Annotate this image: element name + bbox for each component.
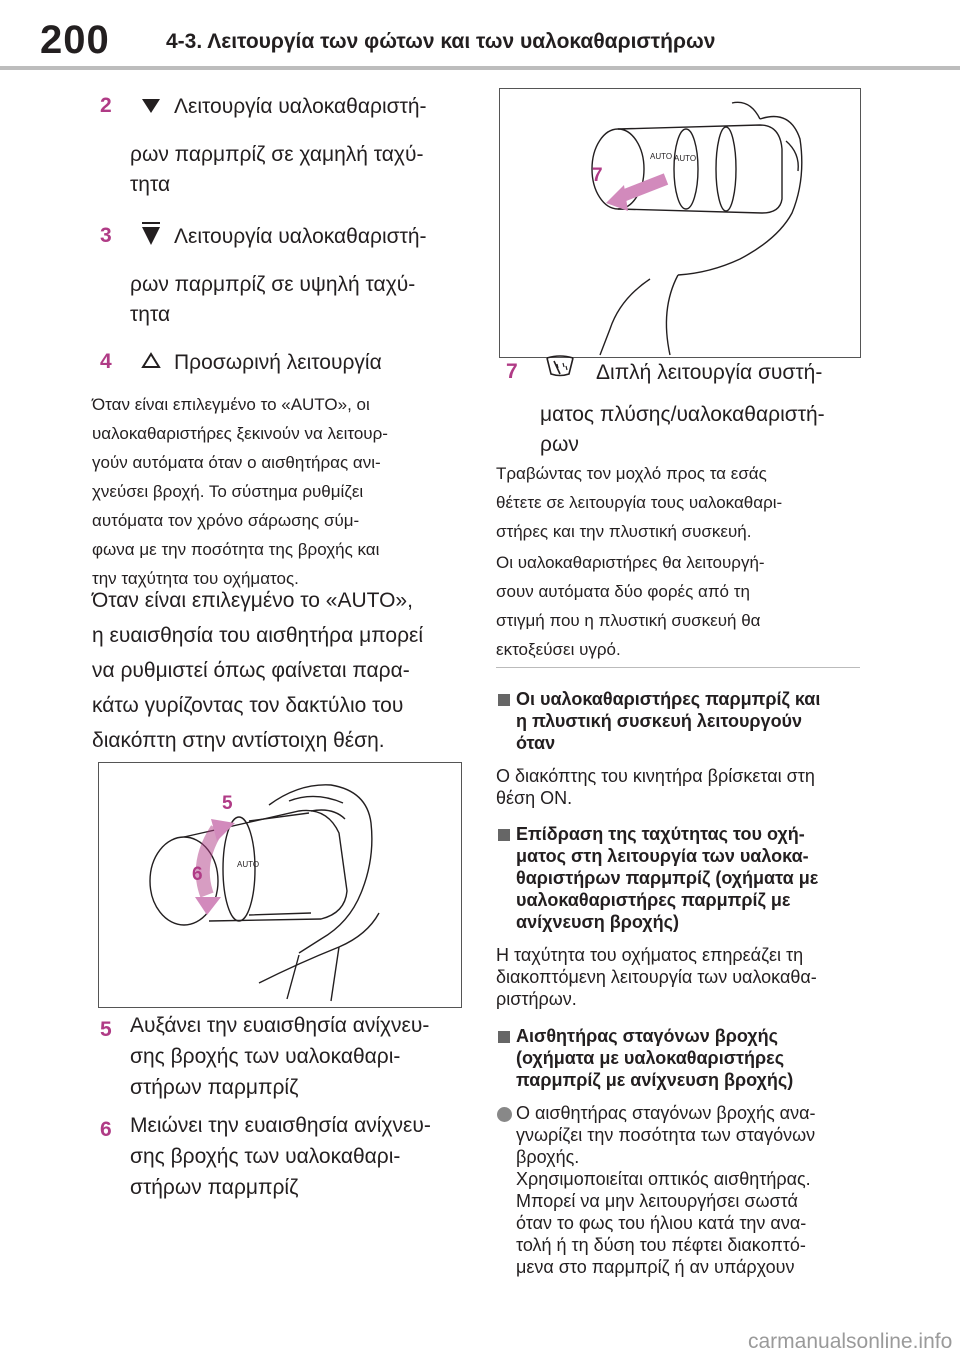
auto-note-line: την ταχύτητα του οχήματος. bbox=[92, 569, 299, 588]
auto-twice-line: εκτοξεύσει υγρό. bbox=[496, 640, 621, 659]
pull-line: στήρες και την πλυστική συσκευή. bbox=[496, 522, 752, 541]
section-2-title-line: ματος στη λειτουργία των υαλοκα- bbox=[516, 846, 809, 866]
wiper-low-speed-icon bbox=[140, 96, 162, 116]
item-6-number: 6 bbox=[100, 1118, 112, 1141]
pull-paragraph bbox=[496, 459, 782, 546]
auto-note-line: αυτόματα τον χρόνο σάρωσης σύμ- bbox=[92, 511, 360, 530]
chapter-title: 4-3. Λειτουργία των φώτων και των υαλοκαθαριστήρων bbox=[166, 30, 716, 53]
section-1-title-line: η πλυστική συσκευή λειτουργούν bbox=[516, 711, 803, 731]
section-3-title-line: Αισθητήρας σταγόνων βροχής bbox=[516, 1026, 778, 1046]
section-3-title bbox=[516, 1025, 793, 1091]
section-bullet-square bbox=[498, 694, 510, 706]
item-6-line: στήρων παρμπρίζ bbox=[130, 1176, 299, 1199]
wiper-mist-icon bbox=[140, 350, 162, 370]
section-2-title bbox=[516, 823, 818, 933]
item-4-number: 4 bbox=[100, 350, 112, 373]
section-1-title-line: Οι υαλοκαθαριστήρες παρμπρίζ και bbox=[516, 689, 821, 709]
washer-pull-figure bbox=[499, 88, 861, 358]
section-2-title-line: ανίχνευση βροχής) bbox=[516, 912, 679, 932]
auto-note-paragraph bbox=[92, 390, 388, 593]
section-1-title-line: όταν bbox=[516, 733, 556, 753]
section-2-title-line: θαριστήρων παρμπρίζ (οχήματα με bbox=[516, 868, 819, 888]
auto-note-line: χνεύσει βροχή. Το σύστημα ρυθμίζει bbox=[92, 482, 364, 501]
hand-on-switch-illustration bbox=[99, 763, 461, 1007]
section-3-body-line: όταν το φως του ήλιου κατά την ανα- bbox=[516, 1213, 807, 1233]
section-1-body-line: Ο διακόπτης του κινητήρα βρίσκεται στη bbox=[496, 766, 815, 786]
section-3-body-line: τολή ή τη δύση του πέφτει διακοπτό- bbox=[516, 1235, 806, 1255]
sensitivity-line: να ρυθμιστεί όπως φαίνεται παρα- bbox=[92, 659, 410, 682]
hand-pulling-lever-illustration bbox=[500, 89, 860, 357]
page-number: 200 bbox=[40, 18, 110, 62]
item-2-line-3: τητα bbox=[130, 173, 171, 196]
item-2-line-1: Λειτουργία υαλοκαθαριστή- bbox=[174, 95, 427, 118]
header-rule bbox=[0, 66, 960, 70]
item-2-line-2: ρων παρμπρίζ σε χαμηλή ταχύ- bbox=[130, 143, 424, 166]
section-2-body bbox=[496, 944, 817, 1010]
figure-label-5: 5 bbox=[222, 793, 233, 814]
section-1-title bbox=[516, 688, 820, 754]
figure-label-6: 6 bbox=[192, 864, 203, 885]
round-bullet bbox=[497, 1107, 512, 1122]
auto-twice-line: Οι υαλοκαθαριστήρες θα λειτουργή- bbox=[496, 553, 765, 572]
pull-line: θέτετε σε λειτουργία τους υαλοκαθαρι- bbox=[496, 493, 783, 512]
section-3-body-line: βροχής. bbox=[516, 1147, 580, 1167]
section-2-title-line: υαλοκαθαριστήρες παρμπρίζ με bbox=[516, 890, 791, 910]
sensitivity-line: κάτω γυρίζοντας τον δακτύλιο του bbox=[92, 694, 404, 717]
section-3-body-line: Χρησιμοποιείται οπτικός αισθητήρας. bbox=[516, 1169, 811, 1189]
section-divider bbox=[496, 667, 860, 668]
auto-mark: AUTO bbox=[237, 860, 260, 869]
section-3-body-line: γνωρίζει την ποσότητα των σταγόνων bbox=[516, 1125, 816, 1145]
item-6-text bbox=[130, 1110, 431, 1203]
auto-mark: AUTO bbox=[650, 152, 673, 161]
auto-twice-line: στιγμή που η πλυστική συσκευή θα bbox=[496, 611, 761, 630]
item-3-line-3: τητα bbox=[130, 303, 171, 326]
section-1-body bbox=[496, 765, 815, 809]
auto-note-line: φωνα με την ποσότητα της βροχής και bbox=[92, 540, 380, 559]
section-2-body-line: διακοπτόμενη λειτουργία των υαλοκαθα- bbox=[496, 967, 817, 987]
section-bullet-square bbox=[498, 829, 510, 841]
auto-note-line: γούν αυτόματα όταν ο αισθητήρας ανι- bbox=[92, 453, 381, 472]
sensitivity-line: διακόπτη στην αντίστοιχη θέση. bbox=[92, 729, 385, 752]
item-5-text bbox=[130, 1010, 429, 1103]
sensitivity-line: Όταν είναι επιλεγμένο το «AUTO», bbox=[92, 589, 413, 612]
item-7-line-1: Διπλή λειτουργία συστή- bbox=[596, 361, 823, 384]
sensitivity-paragraph bbox=[92, 583, 423, 758]
section-3-title-line: παρμπρίζ με ανίχνευση βροχής) bbox=[516, 1070, 794, 1090]
section-3-body-line: μενα στο παρμπρίζ ή αν υπάρχουν bbox=[516, 1257, 795, 1277]
section-2-title-line: Επίδραση της ταχύτητας του οχή- bbox=[516, 824, 805, 844]
item-4-text: Προσωρινή λειτουργία bbox=[174, 351, 382, 374]
auto-mark: AUTO bbox=[674, 154, 697, 163]
auto-note-line: υαλοκαθαριστήρες ξεκινούν να λειτουρ- bbox=[92, 424, 388, 443]
section-bullet-square bbox=[498, 1031, 510, 1043]
item-7-line-2: ματος πλύσης/υαλοκαθαριστή- bbox=[540, 403, 825, 426]
item-5-line: στήρων παρμπρίζ bbox=[130, 1076, 299, 1099]
watermark: carmanualsonline.info bbox=[748, 1330, 953, 1353]
section-3-body bbox=[516, 1102, 815, 1278]
section-2-body-line: ριστήρων. bbox=[496, 989, 577, 1009]
item-6-line: Μειώνει την ευαισθησία ανίχνευ- bbox=[130, 1114, 431, 1137]
item-5-line: σης βροχής των υαλοκαθαρι- bbox=[130, 1045, 401, 1068]
section-3-title-line: (οχήματα με υαλοκαθαριστήρες bbox=[516, 1048, 785, 1068]
section-1-body-line: θέση ON. bbox=[496, 788, 573, 808]
item-7-number: 7 bbox=[506, 360, 518, 383]
section-2-body-line: Η ταχύτητα του οχήματος επηρεάζει τη bbox=[496, 945, 804, 965]
pull-line: Τραβώντας τον μοχλό προς τα εσάς bbox=[496, 464, 767, 483]
washer-wiper-icon bbox=[544, 352, 576, 382]
item-3-line-2: ρων παρμπρίζ σε υψηλή ταχύ- bbox=[130, 273, 416, 296]
item-5-number: 5 bbox=[100, 1018, 112, 1041]
wiper-high-speed-icon bbox=[140, 220, 162, 248]
sensitivity-ring-figure bbox=[98, 762, 462, 1008]
item-5-line: Αυξάνει την ευαισθησία ανίχνευ- bbox=[130, 1014, 430, 1037]
item-7-line-3: ρων bbox=[540, 433, 579, 456]
item-2-number: 2 bbox=[100, 94, 112, 117]
auto-note-line: Όταν είναι επιλεγμένο το «AUTO», οι bbox=[92, 395, 370, 414]
section-3-body-line: Μπορεί να μην λειτουργήσει σωστά bbox=[516, 1191, 798, 1211]
item-3-number: 3 bbox=[100, 224, 112, 247]
item-3-line-1: Λειτουργία υαλοκαθαριστή- bbox=[174, 225, 427, 248]
section-3-body-line: Ο αισθητήρας σταγόνων βροχής ανα- bbox=[516, 1103, 816, 1123]
auto-twice-line: σουν αυτόματα δύο φορές από τη bbox=[496, 582, 750, 601]
figure-label-7: 7 bbox=[592, 165, 603, 186]
item-6-line: σης βροχής των υαλοκαθαρι- bbox=[130, 1145, 401, 1168]
auto-twice-paragraph bbox=[496, 548, 765, 664]
sensitivity-line: η ευαισθησία του αισθητήρα μπορεί bbox=[92, 624, 424, 647]
